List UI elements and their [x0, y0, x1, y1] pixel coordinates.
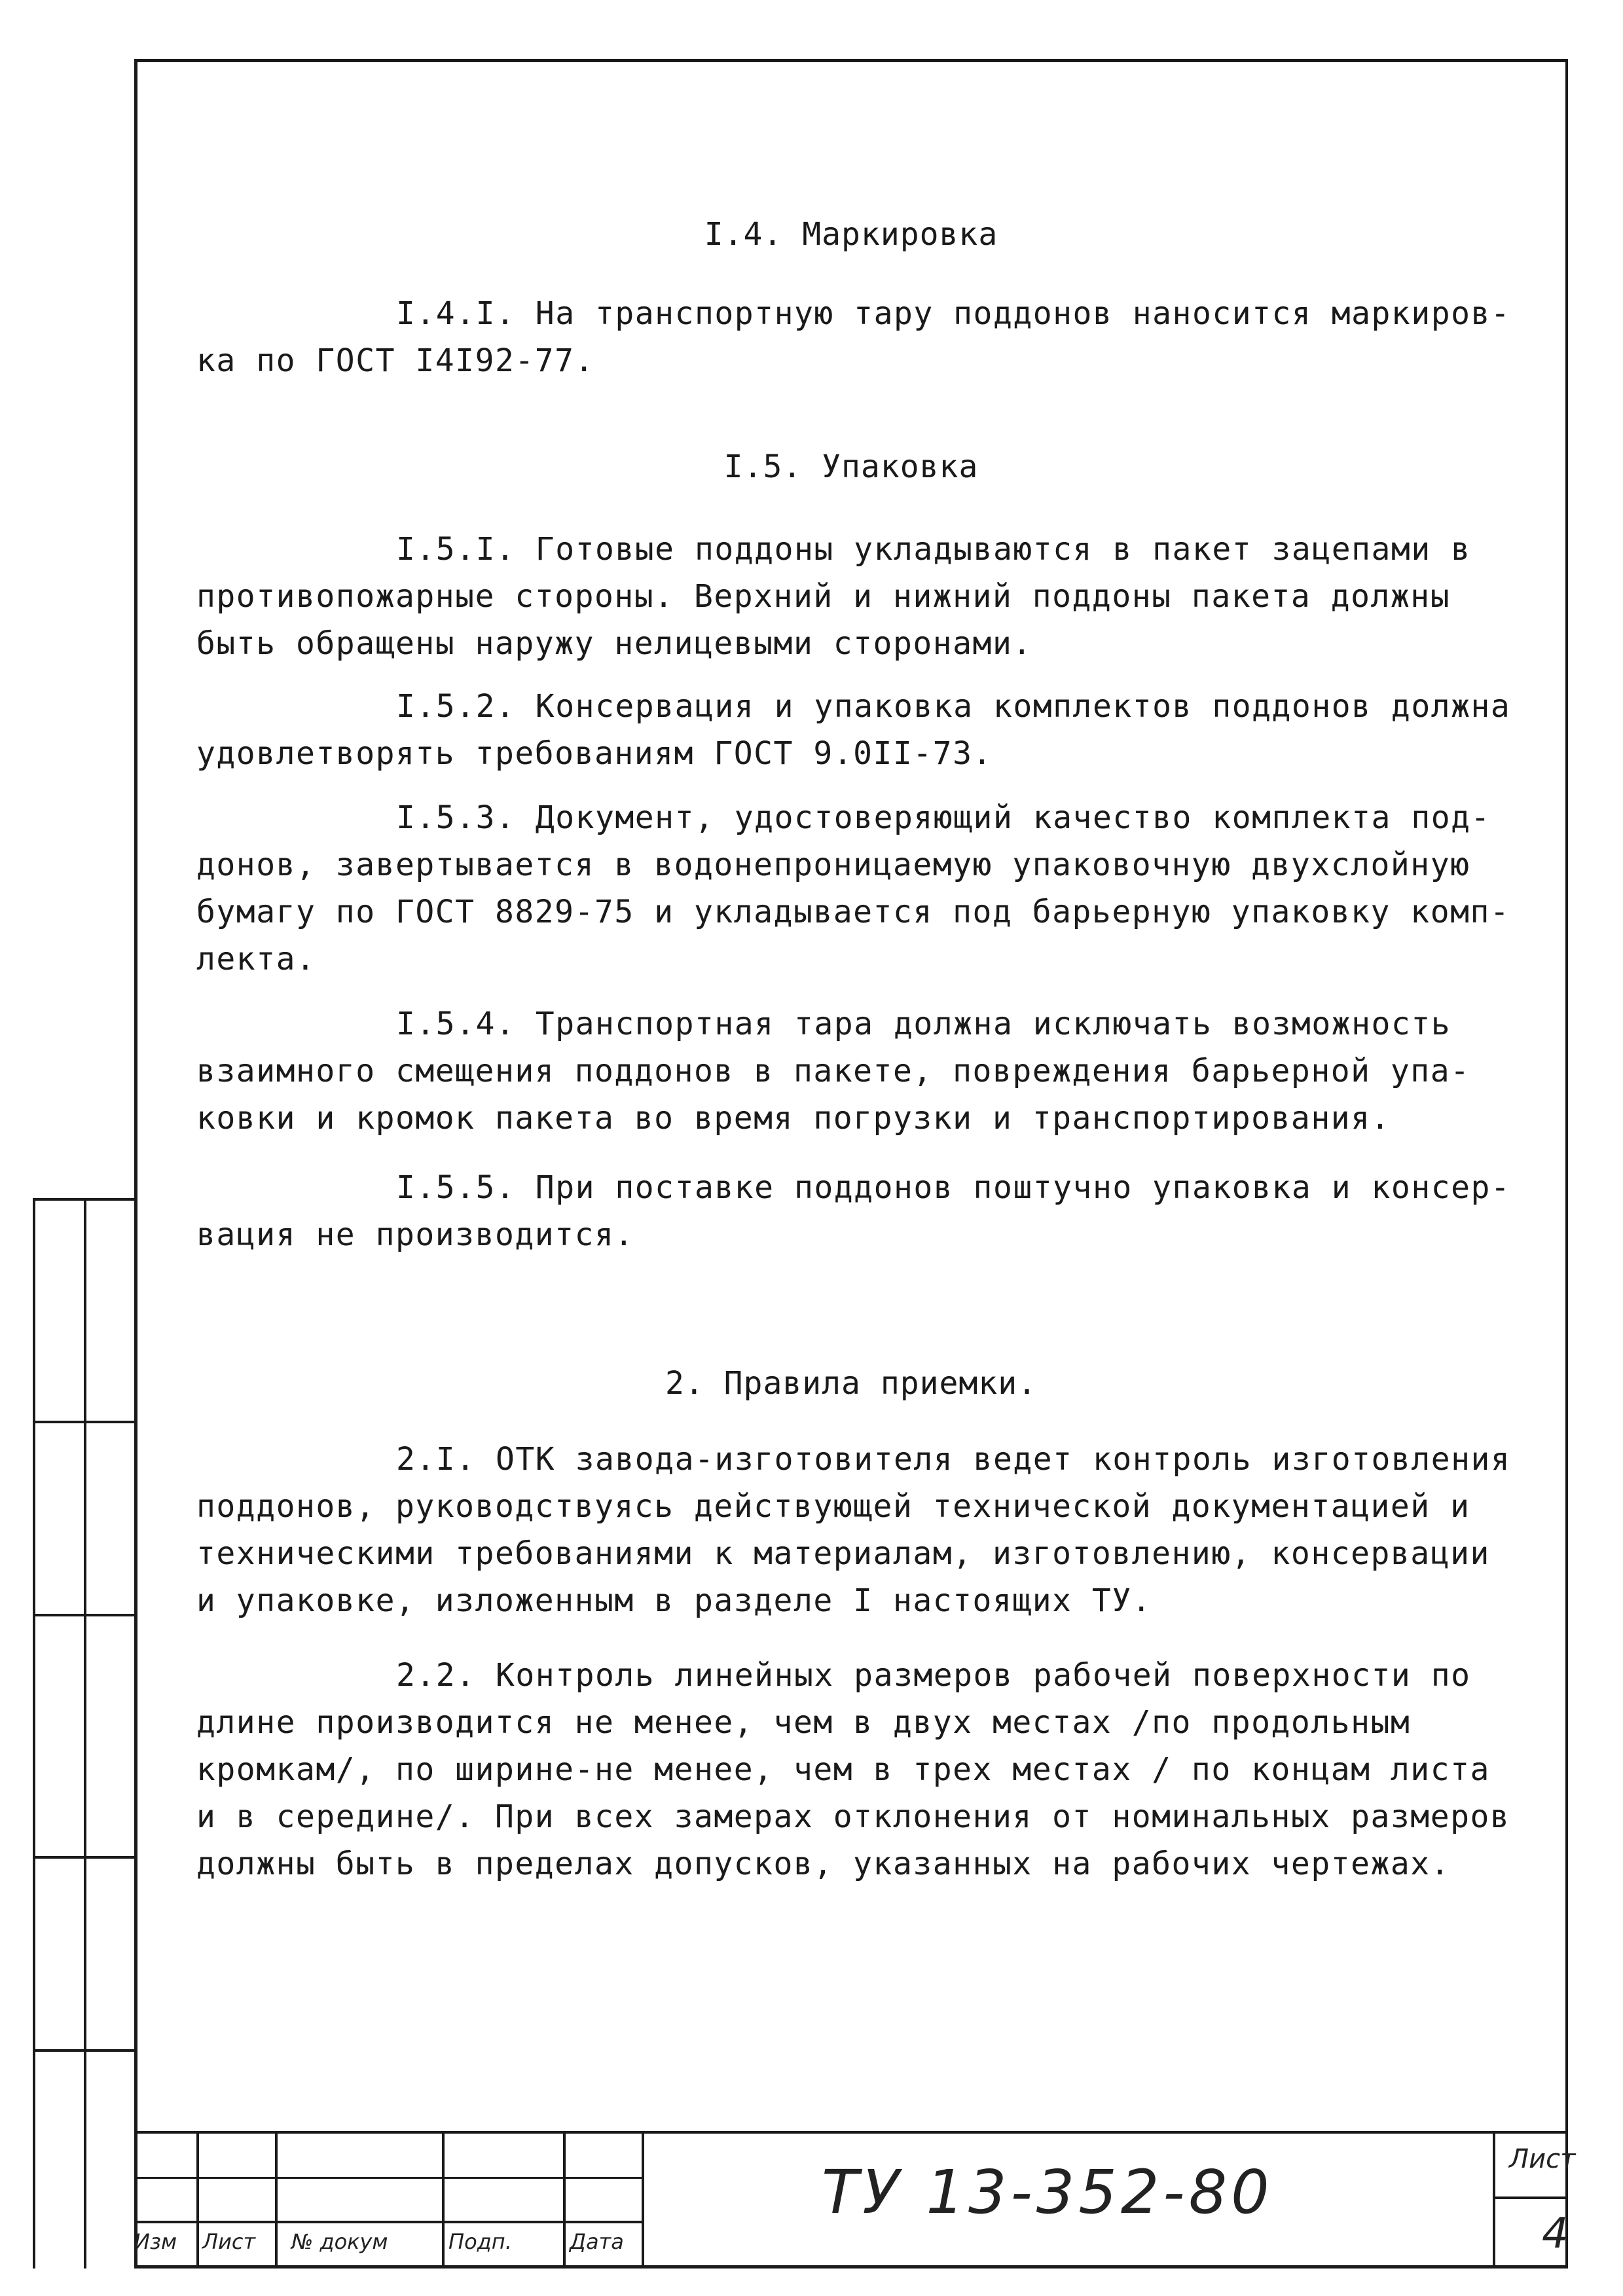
text-line: и в середине/. При всех замерах отклонения от номинальных размеров	[196, 1798, 1510, 1835]
section-2-heading: 2. Правила приемки.	[665, 1365, 1038, 1402]
text-line: I.5.2. Консервация и упаковка комплектов поддонов должна	[396, 688, 1511, 725]
left-margin-strip	[33, 1198, 134, 2269]
text-line: удовлетворять требованиям ГОСТ 9.0II-73.	[196, 735, 993, 772]
section-1-5-heading: I.5. Упаковка	[723, 448, 979, 485]
text-line: I.5.I. Готовые поддоны укладываются в пакет зацепами в	[396, 531, 1471, 568]
text-line: противопожарные стороны. Верхний и нижний поддоны пакета должны	[196, 578, 1451, 615]
title-col-date: Дата	[570, 2229, 624, 2254]
text-line: и упаковке, изложенным в разделе I настоящих ТУ.	[196, 1582, 1152, 1619]
text-line: поддонов, руководствуясь действующей технической документацией и	[196, 1488, 1470, 1525]
text-line: кромкам/, по ширине-не менее, чем в трех местах / по концам листа	[196, 1751, 1490, 1788]
page-frame	[134, 59, 1568, 2269]
text-line: I.4.I. На транспортную тару поддонов наносится маркиров-	[396, 295, 1511, 332]
text-line: бумагу по ГОСТ 8829-75 и укладывается под барьерную упаковку комп-	[196, 894, 1510, 930]
text-line: донов, завертывается в водонепроницаемую упаковочную двухслойную	[196, 847, 1470, 883]
section-1-4-heading: I.4. Маркировка	[704, 216, 998, 253]
sheet-label: Лист	[1509, 2144, 1576, 2174]
text-line: взаимного смещения поддонов в пакете, повреждения барьерной упа-	[196, 1053, 1470, 1089]
text-line: лекта.	[196, 941, 316, 977]
text-line: вация не производится.	[196, 1216, 634, 1253]
sheet-number: 4	[1542, 2210, 1569, 2258]
text-line: быть обращены наружу нелицевыми сторонами.	[196, 625, 1032, 662]
text-line: ковки и кромок пакета во время погрузки и транспортирования.	[196, 1100, 1391, 1137]
title-col-list: Лист	[202, 2229, 256, 2254]
text-line: ка по ГОСТ I4I92-77.	[196, 342, 594, 379]
text-line: 2.2. Контроль линейных размеров рабочей поверхности по	[396, 1657, 1471, 1694]
text-line: техническими требованиями к материалам, изготовлению, консервации	[196, 1535, 1490, 1572]
text-line: I.5.3. Документ, удостоверяющий качество комплекта под-	[396, 799, 1491, 836]
text-line: I.5.4. Транспортная тара должна исключать возможность	[396, 1006, 1451, 1042]
text-line: должны быть в пределах допусков, указанных на рабочих чертежах.	[196, 1846, 1451, 1882]
title-col-sign: Подп.	[448, 2229, 512, 2254]
title-col-doc: № докум	[291, 2229, 388, 2254]
document-code: ТУ 13-352-80	[822, 2157, 1273, 2227]
title-block	[134, 2131, 1576, 2269]
text-line: 2.I. ОТК завода-изготовителя ведет контроль изготовления	[396, 1441, 1511, 1478]
text-line: I.5.5. При поставке поддонов поштучно упаковка и консер-	[396, 1169, 1511, 1206]
title-col-izm: Изм	[134, 2229, 177, 2254]
text-line: длине производится не менее, чем в двух местах /по продольным	[196, 1704, 1411, 1741]
